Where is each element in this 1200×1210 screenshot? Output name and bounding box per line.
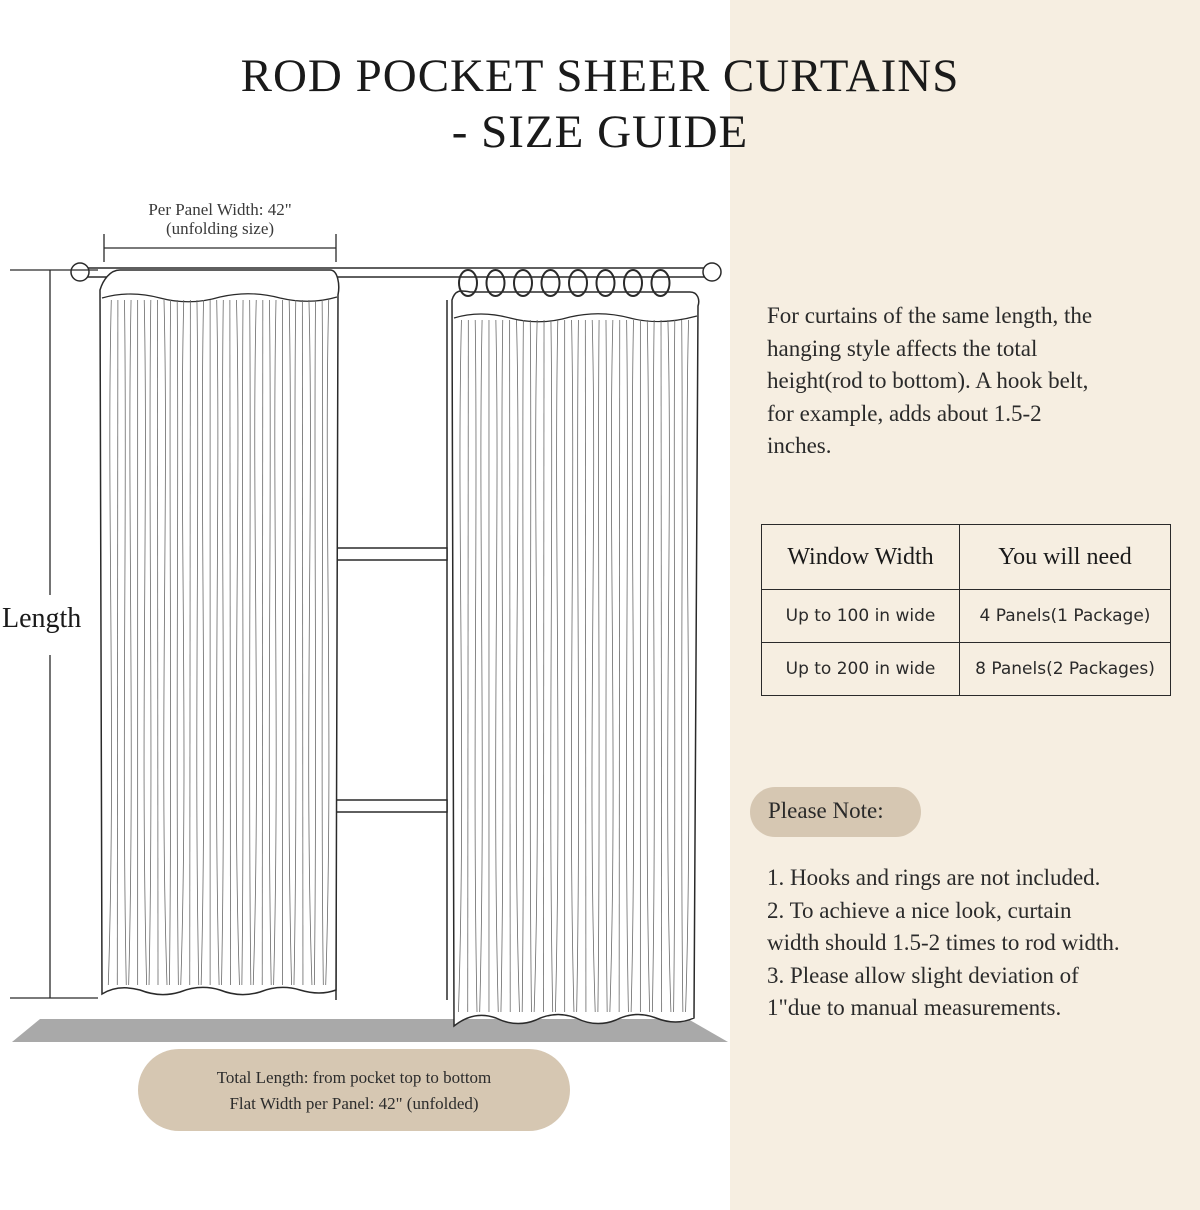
notes-list (767, 862, 1197, 1025)
intro-line-5: inches. (767, 433, 832, 458)
summary-pill (138, 1049, 570, 1131)
summary-line-1: Total Length: from pocket top to bottom (216, 1068, 492, 1087)
note-heading: Please Note: (768, 798, 884, 823)
table-row (762, 643, 1171, 696)
table-cell-width: Up to 200 in wide (762, 643, 960, 696)
length-label: Length (2, 603, 82, 634)
table-cell-need: 8 Panels(2 Packages) (960, 643, 1171, 696)
floor-shadow (12, 1019, 728, 1042)
note-line-3: width should 1.5-2 times to rod width. (767, 930, 1120, 955)
header-you-will-need: You will need (960, 525, 1171, 590)
intro-line-1: For curtains of the same length, the (767, 303, 1093, 328)
rod-finial-right (703, 263, 721, 281)
panel-width-label-line-2: (unfolding size) (165, 219, 275, 238)
intro-line-3: height(rod to bottom). A hook belt, (767, 368, 1089, 393)
table-header-row (762, 525, 1171, 590)
table-cell-need: 4 Panels(1 Package) (960, 590, 1171, 643)
note-line-1: 1. Hooks and rings are not included. (767, 865, 1101, 890)
intro-line-4: for example, adds about 1.5-2 (767, 400, 1042, 426)
table-row (762, 590, 1171, 643)
note-line-4: 3. Please allow slight deviation of (767, 962, 1079, 988)
note-line-2: 2. To achieve a nice look, curtain (767, 897, 1072, 923)
intro-paragraph (767, 300, 1177, 463)
table-cell-width: Up to 100 in wide (762, 590, 960, 643)
window-frame (336, 300, 447, 1000)
title-line-1: ROD POCKET SHEER CURTAINS (240, 50, 960, 102)
size-table (761, 524, 1171, 696)
note-line-5: 1"due to manual measurements. (767, 995, 1062, 1020)
summary-line-2: Flat Width per Panel: 42" (unfolded) (229, 1094, 479, 1113)
intro-line-2: hanging style affects the total (767, 335, 1038, 361)
rod-finial-left (71, 263, 89, 281)
width-dimension-line (104, 234, 336, 262)
panel-width-label (100, 200, 340, 238)
panel-width-label-line-1: Per Panel Width: 42" (148, 200, 292, 219)
note-heading-pill (750, 787, 921, 837)
header-window-width: Window Width (762, 525, 960, 590)
title-line-2: - SIZE GUIDE (451, 106, 749, 158)
